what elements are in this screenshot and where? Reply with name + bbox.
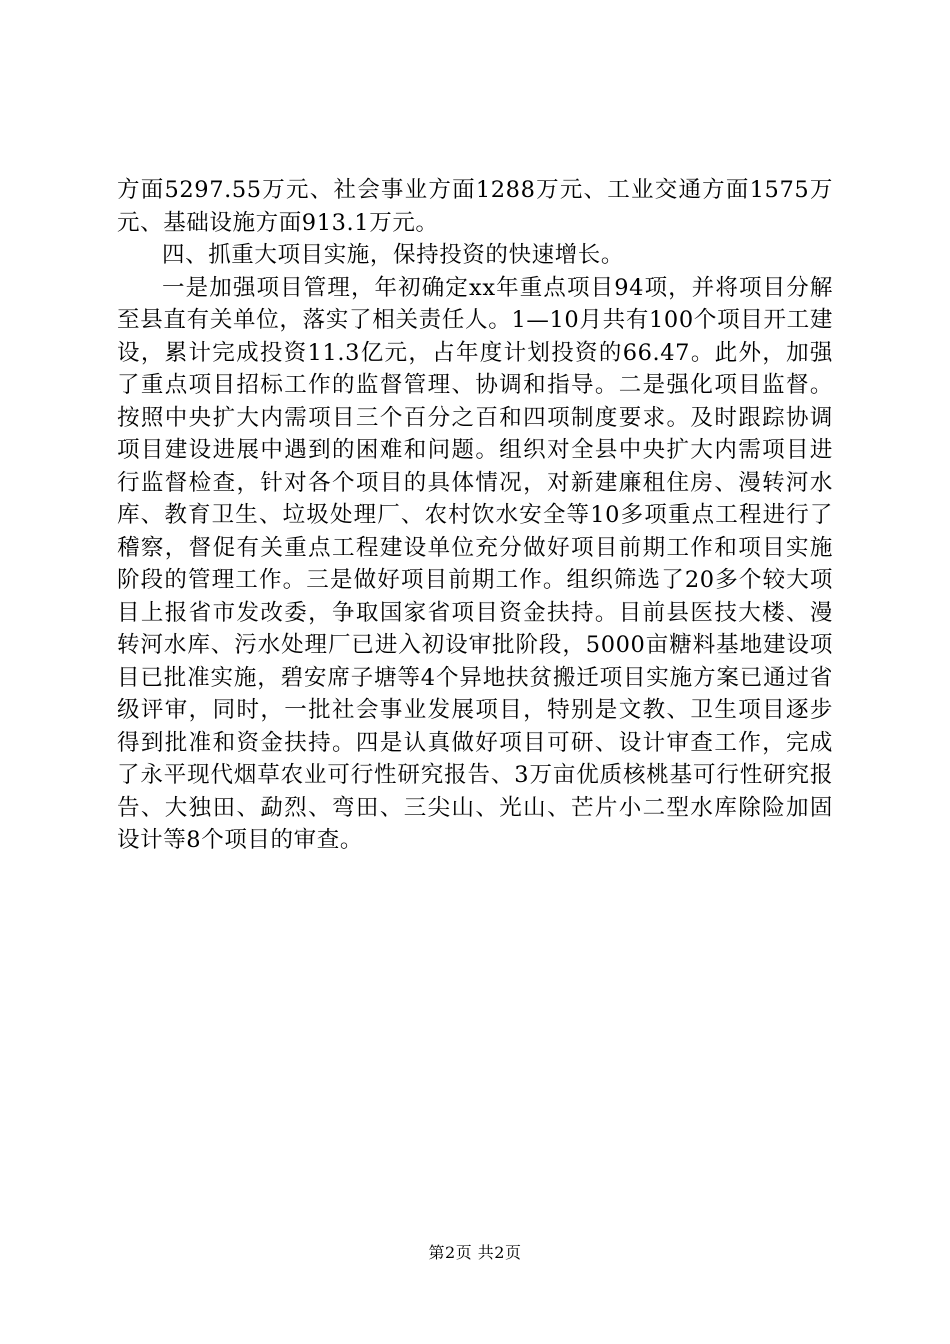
paragraph-continuation: 方面5297.55万元、社会事业方面1288万元、工业交通方面1575万元、基础设施方面913.1万元。 <box>117 177 833 236</box>
section-heading-four: 四、抓重大项目实施，保持投资的快速增长。 <box>162 242 625 268</box>
document-body <box>117 174 833 857</box>
paragraph-project-management: 一是加强项目管理，年初确定xx年重点项目94项，并将项目分解至县直有关单位，落实了相关责任人。1—10月共有100个项目开工建设，累计完成投资11.3亿元，占年度计划投资的66.47。此外，加强了重点项目招标工作的监督管理、协调和指导。二是强化项目监督。按照中央扩大内需项目三个百分之百和四项制度要求。及时跟踪协调项目建设进展中遇到的困难和问题。组织对全县中央扩大内需项目进行监督检查，针对各个项目的具体情况，对新建廉租住房、漫转河水库、教育卫生、垃圾处理厂、农村饮水安全等10多项重点工程进行了稽察，督促有关重点工程建设单位充分做好项目前期工作和项目实施阶段的管理工作。三是做好项目前期工作。组织筛选了20多个较大项目上报省市发改委，争取国家省项目资金扶持。目前县医技大楼、漫转河水库、污水处理厂已进入初设审批阶段，5000亩糖料基地建设项目已批准实施，碧安席子塘等4个异地扶贫搬迁项目实施方案已通过省级评审，同时，一批社会事业发展项目，特别是文教、卫生项目逐步得到批准和资金扶持。四是认真做好项目可研、设计审查工作，完成了永平现代烟草农业可行性研究报告、3万亩优质核桃基可行性研究报告、大独田、勐烈、弯田、三尖山、光山、芒片小二型水库除险加固设计等8个项目的审查。 <box>117 274 833 853</box>
page-number-footer: 第2页 共2页 <box>428 1243 522 1262</box>
